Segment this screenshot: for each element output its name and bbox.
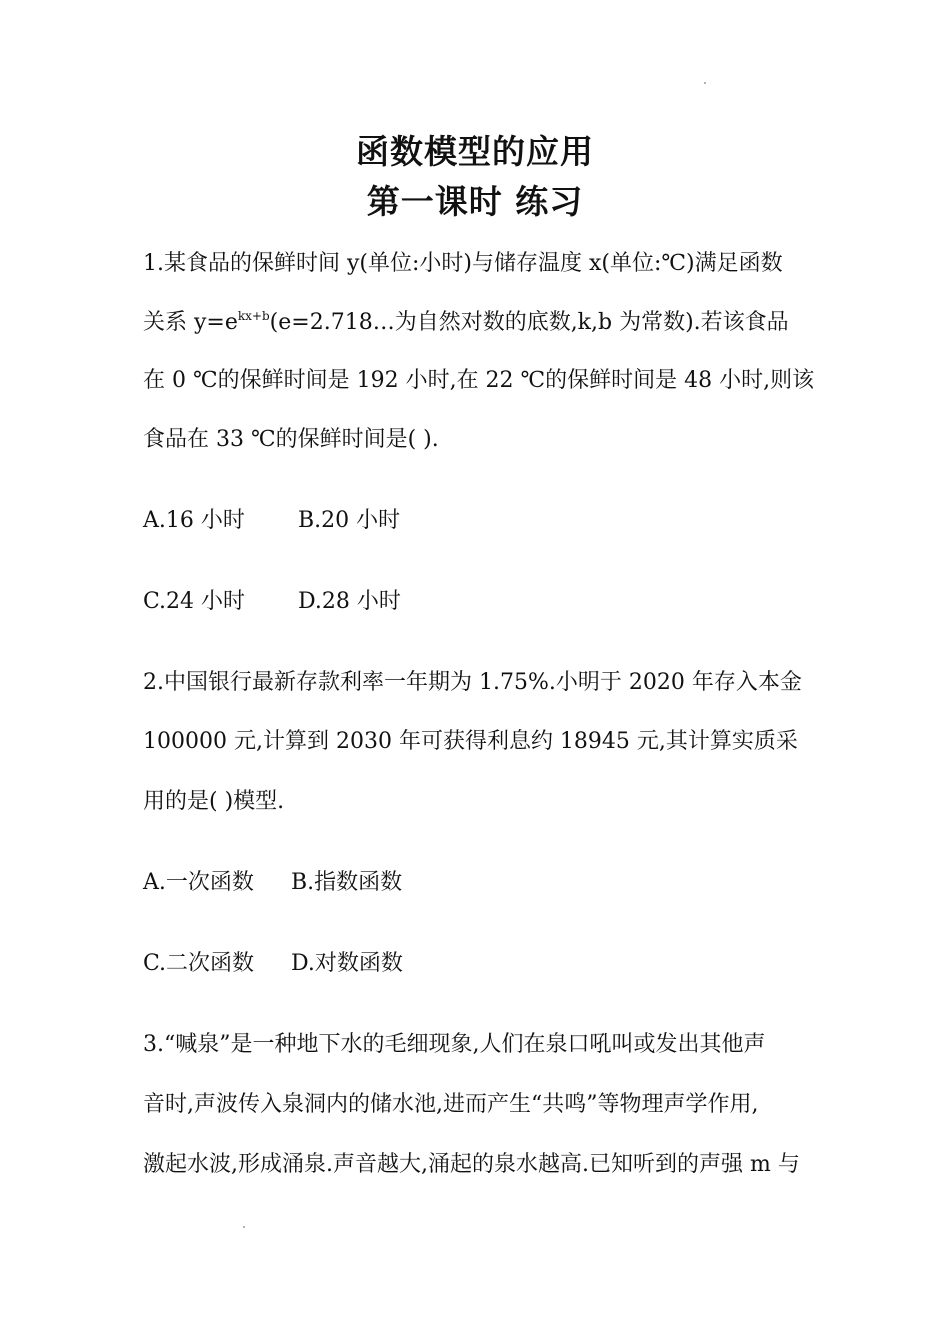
q2-option-b[interactable]: B.指数函数 <box>291 870 403 895</box>
q2-option-a[interactable]: A.一次函数 <box>143 870 254 895</box>
q2-line-3: 用的是( )模型. <box>143 789 285 814</box>
q1-formula-exponent: kx+b <box>237 309 270 323</box>
q1-option-c[interactable]: C.24 小时 <box>143 589 246 614</box>
q1-line-2 <box>143 307 789 341</box>
q1-formula-rest: (e=2.718…为自然对数的底数,k,b 为常数).若该食品 <box>269 310 789 335</box>
q1-options-row-1 <box>143 505 400 537</box>
q3-line-1: 3.“喊泉”是一种地下水的毛细现象,人们在泉口吼叫或发出其他声 <box>143 1032 766 1057</box>
q2-options-row-2 <box>143 948 403 980</box>
q1-line-3: 在 0 ℃的保鲜时间是 192 小时,在 22 ℃的保鲜时间是 48 小时,则该 <box>143 368 815 393</box>
q1-option-a[interactable]: A.16 小时 <box>143 508 245 533</box>
q2-options-row-1 <box>143 867 402 899</box>
q2-option-d[interactable]: D.对数函数 <box>291 951 403 976</box>
scan-dot-bottom <box>243 1226 245 1228</box>
q2-line-1: 2.中国银行最新存款利率一年期为 1.75%.小明于 2020 年存入本金 <box>143 670 802 695</box>
page-title: 函数模型的应用 <box>356 132 594 171</box>
q1-options-row-2 <box>143 586 401 618</box>
q1-line-4: 食品在 33 ℃的保鲜时间是( ). <box>143 427 439 452</box>
q1-option-b[interactable]: B.20 小时 <box>298 508 401 533</box>
q1-option-d[interactable]: D.28 小时 <box>298 589 401 614</box>
q2-option-c[interactable]: C.二次函数 <box>143 951 255 976</box>
scan-dot-top <box>704 82 706 84</box>
q1-formula-base: 关系 y=e <box>143 310 238 335</box>
q2-line-2: 100000 元,计算到 2030 年可获得利息约 18945 元,其计算实质采 <box>143 729 798 754</box>
q3-line-3: 激起水波,形成涌泉.声音越大,涌起的泉水越高.已知听到的声强 m 与 <box>143 1152 800 1177</box>
page-subtitle: 第一课时 练习 <box>366 182 584 221</box>
q3-line-2: 音时,声波传入泉洞内的储水池,进而产生“共鸣”等物理声学作用, <box>143 1092 759 1117</box>
q1-line-1: 1.某食品的保鲜时间 y(单位:小时)与储存温度 x(单位:℃)满足函数 <box>143 251 783 276</box>
